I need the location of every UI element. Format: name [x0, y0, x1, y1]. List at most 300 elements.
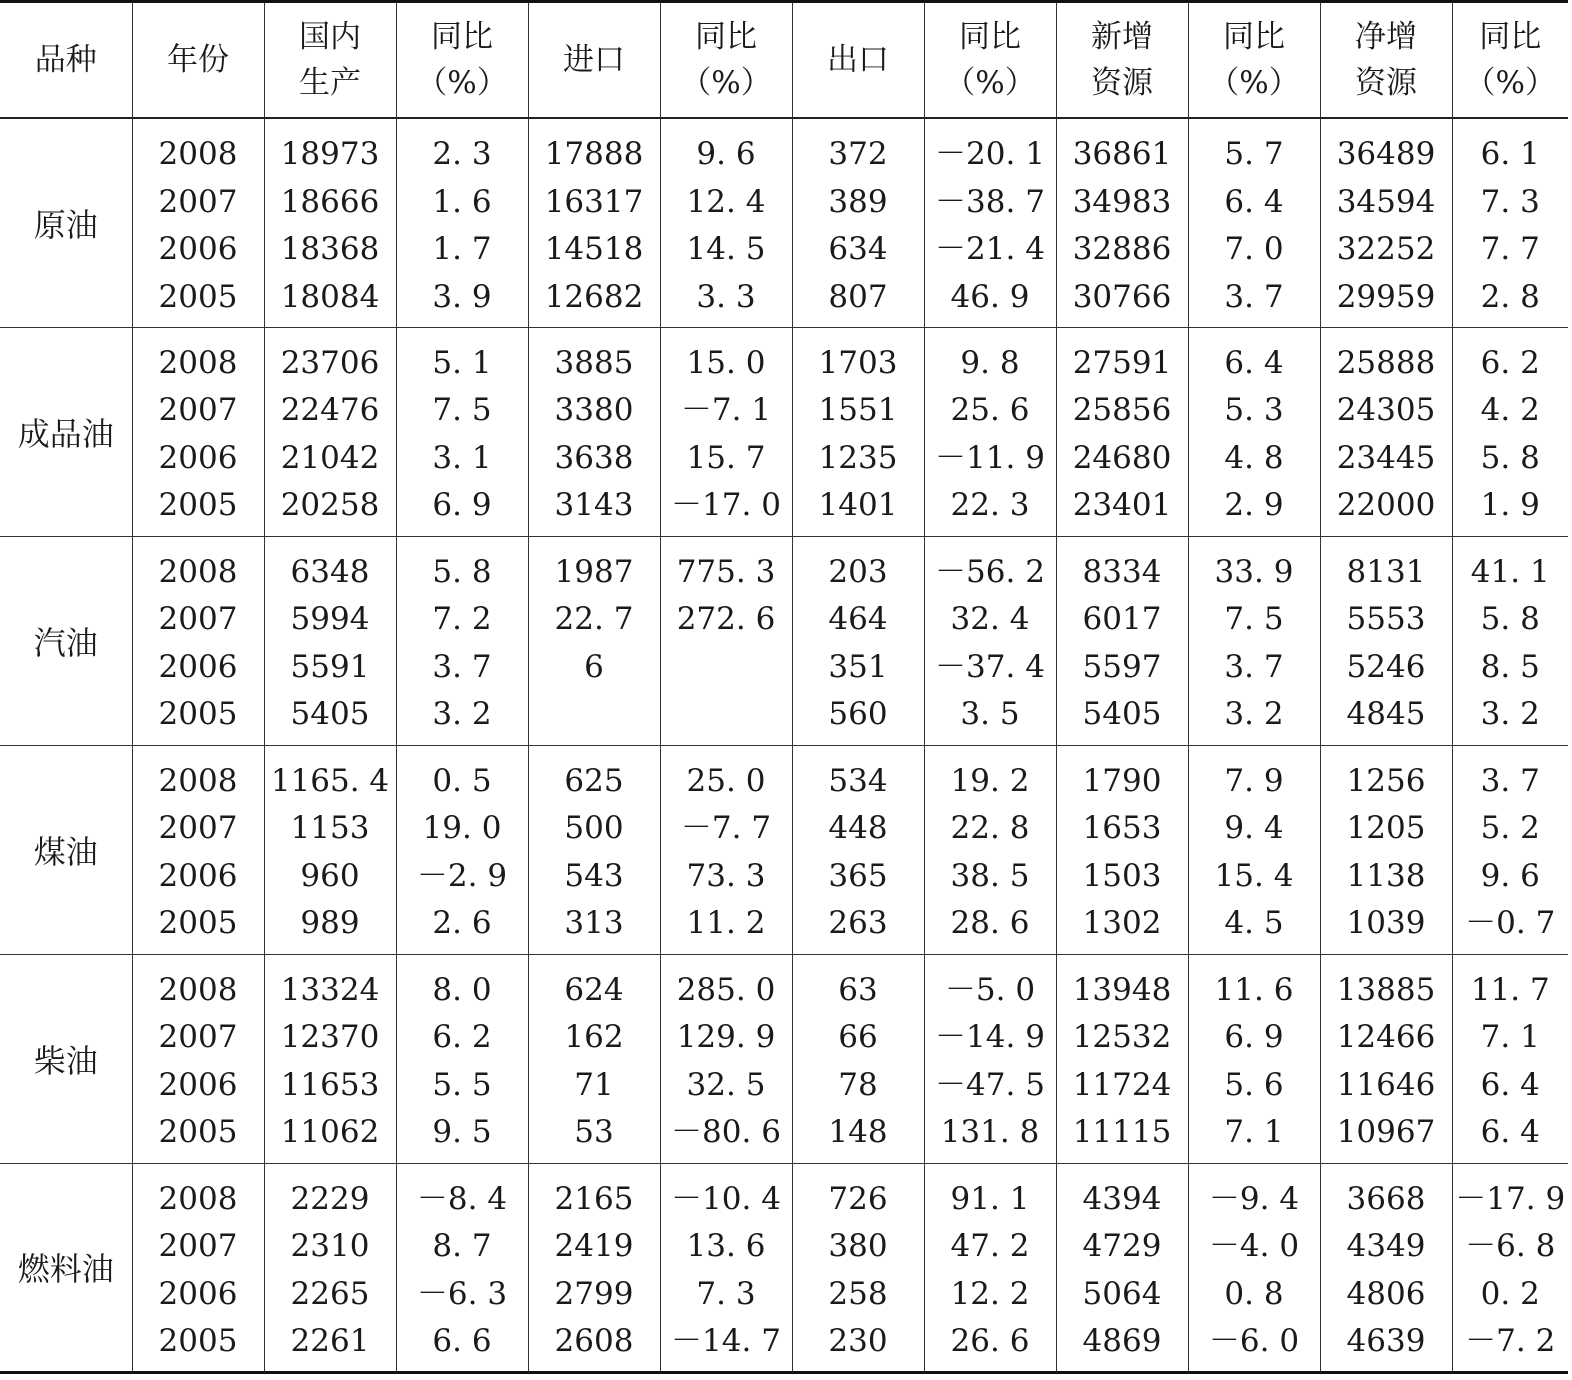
value-text: 2007: [158, 1228, 238, 1264]
value-text: 2006: [158, 648, 238, 685]
value-text: －17. 9: [1455, 1180, 1566, 1217]
value-text: 1039: [1346, 905, 1426, 941]
import-yoy-cell: [660, 118, 792, 327]
value-text: 63: [838, 971, 878, 1008]
value-text: 15. 7: [686, 439, 766, 476]
header-year: [132, 2, 264, 119]
value-text: 2229: [290, 1180, 370, 1217]
header-net-resources-yoy: [1452, 2, 1568, 119]
value-text: 2265: [290, 1275, 370, 1312]
value-text: 351: [828, 648, 888, 685]
domestic-production-cell: [264, 745, 396, 954]
value-text: 25856: [1072, 392, 1172, 428]
value-text: 33. 9: [1214, 553, 1294, 590]
value-text: 11. 7: [1470, 971, 1550, 1008]
header-text: 年份: [167, 42, 229, 78]
value-text: －4. 0: [1208, 1228, 1300, 1264]
year-cell: [132, 745, 264, 954]
value-text: 2799: [554, 1275, 634, 1312]
value-text: 18368: [280, 231, 380, 267]
header-text: （%）: [1208, 65, 1300, 101]
value-text: 5. 7: [1224, 136, 1284, 172]
value-text: 11724: [1072, 1066, 1172, 1103]
domestic-production-cell: [264, 118, 396, 327]
production-yoy-cell: [396, 954, 528, 1163]
value-text: 12. 2: [950, 1275, 1030, 1312]
header-text: 同比: [1479, 19, 1542, 55]
value-text: 285. 0: [676, 971, 776, 1008]
value-text: 30766: [1072, 278, 1172, 315]
new-resources-yoy-cell: [1188, 954, 1320, 1163]
net-resources-cell: [1320, 954, 1452, 1163]
value-text: 1653: [1082, 810, 1162, 846]
value-text: 3380: [554, 392, 634, 428]
new-resources-cell: [1056, 1163, 1188, 1372]
value-text: 2008: [158, 553, 238, 590]
new-resources-cell: [1056, 954, 1188, 1163]
value-text: －56. 2: [935, 553, 1045, 590]
header-text: （%）: [1464, 65, 1556, 101]
value-text: 3. 7: [1224, 648, 1284, 685]
value-text: 2008: [158, 344, 238, 381]
header-row: [0, 2, 1568, 119]
header-import: [528, 2, 660, 119]
header-domestic-production: [264, 2, 396, 119]
value-text: 0. 5: [432, 762, 492, 799]
value-text: 2007: [158, 392, 238, 428]
value-text: 2005: [158, 696, 238, 732]
header-net-resources: [1320, 2, 1452, 119]
export-yoy-cell: [924, 1163, 1056, 1372]
value-text: 4. 2: [1480, 392, 1540, 428]
header-text: 进口: [563, 42, 625, 78]
header-text: 净增: [1355, 19, 1417, 55]
value-text: 500: [564, 810, 624, 846]
net-resources-yoy-cell: [1452, 327, 1568, 536]
value-text: 14. 5: [686, 231, 766, 267]
value-text: 11. 2: [686, 905, 766, 941]
value-text: 3. 1: [432, 439, 492, 476]
value-text: 4806: [1346, 1275, 1426, 1312]
value-text: 26. 6: [950, 1323, 1030, 1359]
category-cell: 原油: [0, 118, 132, 327]
value-text: 5. 3: [1224, 392, 1284, 428]
value-text: －14. 9: [935, 1019, 1045, 1055]
value-text: 6. 2: [432, 1019, 492, 1055]
value-text: 53: [574, 1114, 614, 1150]
value-text: 17888: [544, 136, 644, 172]
value-text: 41. 1: [1470, 553, 1550, 590]
value-text: 625: [564, 762, 624, 799]
header-export: [792, 2, 924, 119]
import-yoy-cell: [660, 536, 792, 745]
value-text: 71: [574, 1066, 614, 1103]
value-text: 66: [838, 1019, 878, 1055]
value-text: 7. 3: [1480, 183, 1540, 220]
value-text: 726: [828, 1180, 888, 1217]
value-text: －10. 4: [671, 1180, 781, 1217]
value-text: 4. 5: [1224, 905, 1284, 941]
import-yoy-cell: [660, 327, 792, 536]
value-text: 5. 6: [1224, 1066, 1284, 1103]
header-export-yoy: [924, 2, 1056, 119]
value-text: －7. 7: [680, 810, 772, 846]
value-text: 2608: [554, 1323, 634, 1359]
value-text: 1235: [818, 439, 898, 476]
value-text: 5994: [290, 601, 370, 637]
net-resources-yoy-cell: [1452, 536, 1568, 745]
value-text: 4869: [1082, 1323, 1162, 1359]
value-text: 2007: [158, 810, 238, 846]
production-yoy-cell: [396, 118, 528, 327]
value-text: 9. 6: [1480, 857, 1540, 894]
value-text: 313: [564, 905, 624, 941]
table-header: [0, 2, 1568, 119]
value-text: 25. 0: [686, 762, 766, 799]
value-text: 5. 1: [432, 344, 492, 381]
value-text: 22000: [1336, 487, 1436, 523]
value-text: 5553: [1346, 601, 1426, 637]
value-text: 2005: [158, 487, 238, 523]
domestic-production-cell: [264, 536, 396, 745]
value-text: 6. 6: [432, 1323, 492, 1359]
value-text: 13948: [1072, 971, 1172, 1008]
value-text: 19. 0: [422, 810, 502, 846]
value-text: 46. 9: [950, 278, 1030, 315]
value-text: 3. 3: [696, 278, 756, 315]
value-text: 129. 9: [676, 1019, 776, 1055]
table-row-group: [0, 118, 1568, 327]
value-text: 9. 4: [1224, 810, 1284, 846]
value-text: 4729: [1082, 1228, 1162, 1264]
value-text: 3. 7: [1224, 278, 1284, 315]
value-text: 24680: [1072, 439, 1172, 476]
year-cell: [132, 118, 264, 327]
value-text: 1551: [818, 392, 898, 428]
value-text: 13324: [280, 971, 380, 1008]
value-text: 15. 0: [686, 344, 766, 381]
value-text: 2. 8: [1480, 278, 1540, 315]
value-text: 6. 9: [1224, 1019, 1284, 1055]
value-text: 2006: [158, 231, 238, 267]
value-text: 3668: [1346, 1180, 1426, 1217]
header-text: （%）: [416, 65, 508, 101]
category-cell: 成品油: [0, 327, 132, 536]
export-cell: [792, 745, 924, 954]
production-yoy-cell: [396, 536, 528, 745]
value-text: 11646: [1336, 1066, 1436, 1103]
value-text: 2008: [158, 136, 238, 172]
value-text: －9. 4: [1208, 1180, 1300, 1217]
value-text: 0. 8: [1224, 1275, 1284, 1312]
value-text: 2006: [158, 857, 238, 894]
export-yoy-cell: [924, 745, 1056, 954]
value-text: 34983: [1072, 183, 1172, 220]
category-cell: 燃料油: [0, 1163, 132, 1372]
value-text: 5. 8: [1480, 601, 1540, 637]
value-text: 5. 2: [1480, 810, 1540, 846]
value-text: 380: [828, 1228, 888, 1264]
net-resources-cell: [1320, 118, 1452, 327]
new-resources-yoy-cell: [1188, 118, 1320, 327]
net-resources-cell: [1320, 536, 1452, 745]
value-text: 12466: [1336, 1019, 1436, 1055]
value-text: 5591: [290, 648, 370, 685]
new-resources-yoy-cell: [1188, 536, 1320, 745]
value-text: －17. 0: [671, 487, 781, 523]
value-text: 1503: [1082, 857, 1162, 894]
header-text: 同比: [959, 19, 1021, 55]
export-yoy-cell: [924, 118, 1056, 327]
table-row-group: [0, 536, 1568, 745]
export-cell: [792, 327, 924, 536]
value-text: 34594: [1336, 183, 1436, 220]
value-text: 22. 8: [950, 810, 1030, 846]
value-text: 203: [828, 553, 888, 590]
value-text: 6. 4: [1480, 1066, 1540, 1103]
value-text: 8. 5: [1480, 648, 1540, 685]
value-text: 5597: [1082, 648, 1162, 685]
header-text: 品种: [34, 42, 97, 78]
category-cell: 汽油: [0, 536, 132, 745]
value-text: －80. 6: [671, 1114, 781, 1150]
table-row-group: [0, 745, 1568, 954]
value-text: 560: [828, 696, 888, 732]
production-yoy-cell: [396, 1163, 528, 1372]
value-text: 14518: [544, 231, 644, 267]
value-text: 2261: [290, 1323, 370, 1359]
domestic-production-cell: [264, 954, 396, 1163]
value-text: 7. 2: [432, 601, 492, 637]
value-text: 1401: [818, 487, 898, 523]
value-text: 8. 7: [432, 1228, 492, 1264]
value-text: 7. 1: [1224, 1114, 1284, 1150]
value-text: 3. 5: [960, 696, 1020, 732]
value-text: 6. 2: [1480, 344, 1540, 381]
value-text: 4845: [1346, 696, 1426, 732]
value-text: 624: [564, 971, 624, 1008]
value-text: 7. 9: [1224, 762, 1284, 799]
header-new-resources: [1056, 2, 1188, 119]
value-text: 5246: [1346, 648, 1426, 685]
value-text: 28. 6: [950, 905, 1030, 941]
value-text: 989: [300, 905, 360, 941]
value-text: 3. 7: [432, 648, 492, 685]
value-text: 6017: [1082, 601, 1162, 637]
value-text: 22. 7: [554, 601, 634, 637]
value-text: 3. 2: [1480, 696, 1540, 732]
domestic-production-cell: [264, 327, 396, 536]
header-text: 出口: [827, 42, 889, 78]
header-text: 同比: [1223, 19, 1285, 55]
value-text: －5. 0: [944, 971, 1036, 1008]
net-resources-cell: [1320, 1163, 1452, 1372]
table-row-group: [0, 1163, 1568, 1372]
value-text: 6. 4: [1224, 344, 1284, 381]
new-resources-cell: [1056, 745, 1188, 954]
value-text: 2006: [158, 1275, 238, 1312]
new-resources-yoy-cell: [1188, 327, 1320, 536]
value-text: 10967: [1336, 1114, 1436, 1150]
domestic-production-cell: [264, 1163, 396, 1372]
value-text: －11. 9: [935, 439, 1045, 476]
value-text: 2165: [554, 1180, 634, 1217]
import-cell: [528, 118, 660, 327]
value-text: 2005: [158, 1114, 238, 1150]
value-text: 73. 3: [686, 857, 766, 894]
value-text: －47. 5: [935, 1066, 1045, 1103]
value-text: 2007: [158, 601, 238, 637]
header-text: 国内: [299, 19, 361, 55]
export-cell: [792, 118, 924, 327]
header-import-yoy: [660, 2, 792, 119]
import-yoy-cell: [660, 954, 792, 1163]
value-text: 2008: [158, 971, 238, 1008]
export-yoy-cell: [924, 327, 1056, 536]
import-cell: [528, 536, 660, 745]
value-text: 9. 5: [432, 1114, 492, 1150]
year-cell: [132, 327, 264, 536]
value-text: 7. 5: [432, 392, 492, 428]
header-text: （%）: [944, 65, 1036, 101]
value-text: 32. 4: [950, 601, 1030, 637]
value-text: 23706: [280, 344, 380, 381]
export-yoy-cell: [924, 954, 1056, 1163]
value-text: －20. 1: [935, 136, 1045, 172]
value-text: 2. 9: [1224, 487, 1284, 523]
value-text: 25888: [1336, 344, 1436, 381]
export-cell: [792, 536, 924, 745]
value-text: 32252: [1336, 231, 1436, 267]
year-cell: [132, 536, 264, 745]
header-text: （%）: [680, 65, 772, 101]
value-text: 91. 1: [950, 1180, 1030, 1217]
export-cell: [792, 954, 924, 1163]
value-text: 258: [828, 1275, 888, 1312]
value-text: 2008: [158, 1180, 238, 1217]
value-text: 3. 7: [1480, 762, 1540, 799]
value-text: 1703: [818, 344, 898, 381]
import-cell: [528, 327, 660, 536]
import-cell: [528, 745, 660, 954]
value-text: 1. 6: [432, 183, 492, 220]
value-text: 21042: [280, 439, 380, 476]
value-text: 3143: [554, 487, 634, 523]
new-resources-cell: [1056, 327, 1188, 536]
value-text: 9. 6: [696, 136, 756, 172]
export-cell: [792, 1163, 924, 1372]
value-text: 7. 7: [1480, 231, 1540, 267]
value-text: 272. 6: [676, 601, 776, 637]
value-text: 22. 3: [950, 487, 1030, 523]
value-text: 775. 3: [676, 553, 776, 590]
header-text: 生产: [299, 65, 361, 101]
value-text: 38. 5: [950, 857, 1030, 894]
table-body: [0, 118, 1568, 1372]
value-text: 11062: [280, 1114, 380, 1150]
value-text: －37. 4: [935, 648, 1045, 685]
value-text: 27591: [1072, 344, 1172, 381]
value-text: 2007: [158, 183, 238, 220]
value-text: 1205: [1346, 810, 1426, 846]
value-text: 2005: [158, 905, 238, 941]
value-text: 23401: [1072, 487, 1172, 523]
value-text: －0. 7: [1465, 905, 1556, 941]
value-text: 25. 6: [950, 392, 1030, 428]
net-resources-cell: [1320, 327, 1452, 536]
value-text: 12370: [280, 1019, 380, 1055]
value-text: 6348: [290, 553, 370, 590]
import-yoy-cell: [660, 1163, 792, 1372]
value-text: 5405: [290, 696, 370, 732]
table-row-group: [0, 327, 1568, 536]
value-text: 7. 0: [1224, 231, 1284, 267]
value-text: 7. 3: [696, 1275, 756, 1312]
value-text: 11. 6: [1214, 971, 1294, 1008]
import-yoy-cell: [660, 745, 792, 954]
value-text: 7. 5: [1224, 601, 1284, 637]
value-text: 2005: [158, 278, 238, 315]
value-text: 3885: [554, 344, 634, 381]
value-text: 12682: [544, 278, 644, 315]
net-resources-cell: [1320, 745, 1452, 954]
value-text: 6. 4: [1480, 1114, 1540, 1150]
value-text: 29959: [1336, 278, 1436, 315]
value-text: －38. 7: [935, 183, 1045, 220]
value-text: 543: [564, 857, 624, 894]
value-text: 4349: [1346, 1228, 1426, 1264]
header-text: 同比: [695, 19, 757, 55]
value-text: 3. 2: [432, 696, 492, 732]
value-text: 5. 8: [1480, 439, 1540, 476]
category-cell: 柴油: [0, 954, 132, 1163]
value-text: 6: [584, 648, 604, 685]
value-text: 960: [300, 857, 360, 894]
value-text: 1987: [554, 553, 634, 590]
value-text: 0. 2: [1480, 1275, 1540, 1312]
value-text: 2005: [158, 1323, 238, 1359]
year-cell: [132, 954, 264, 1163]
value-text: －14. 7: [671, 1323, 781, 1359]
value-text: 13. 6: [686, 1228, 766, 1264]
value-text: －7. 2: [1465, 1323, 1556, 1359]
table-row-group: [0, 954, 1568, 1163]
value-text: －6. 8: [1465, 1228, 1556, 1264]
category-cell: 煤油: [0, 745, 132, 954]
value-text: 18666: [280, 183, 380, 220]
value-text: 19. 2: [950, 762, 1030, 799]
value-text: 3. 2: [1224, 696, 1284, 732]
value-text: －7. 1: [680, 392, 772, 428]
value-text: 16317: [544, 183, 644, 220]
header-new-resources-yoy: [1188, 2, 1320, 119]
value-text: 1256: [1346, 762, 1426, 799]
header-text: 新增: [1091, 19, 1153, 55]
value-text: 5. 8: [432, 553, 492, 590]
value-text: 47. 2: [950, 1228, 1030, 1264]
value-text: 5405: [1082, 696, 1162, 732]
value-text: 12. 4: [686, 183, 766, 220]
value-text: 807: [828, 278, 888, 315]
export-yoy-cell: [924, 536, 1056, 745]
value-text: 6. 9: [432, 487, 492, 523]
value-text: 9. 8: [960, 344, 1020, 381]
value-text: 15. 4: [1214, 857, 1294, 894]
header-text: 资源: [1355, 65, 1417, 101]
year-cell: [132, 1163, 264, 1372]
value-text: 8. 0: [432, 971, 492, 1008]
value-text: 1. 9: [1480, 487, 1540, 523]
